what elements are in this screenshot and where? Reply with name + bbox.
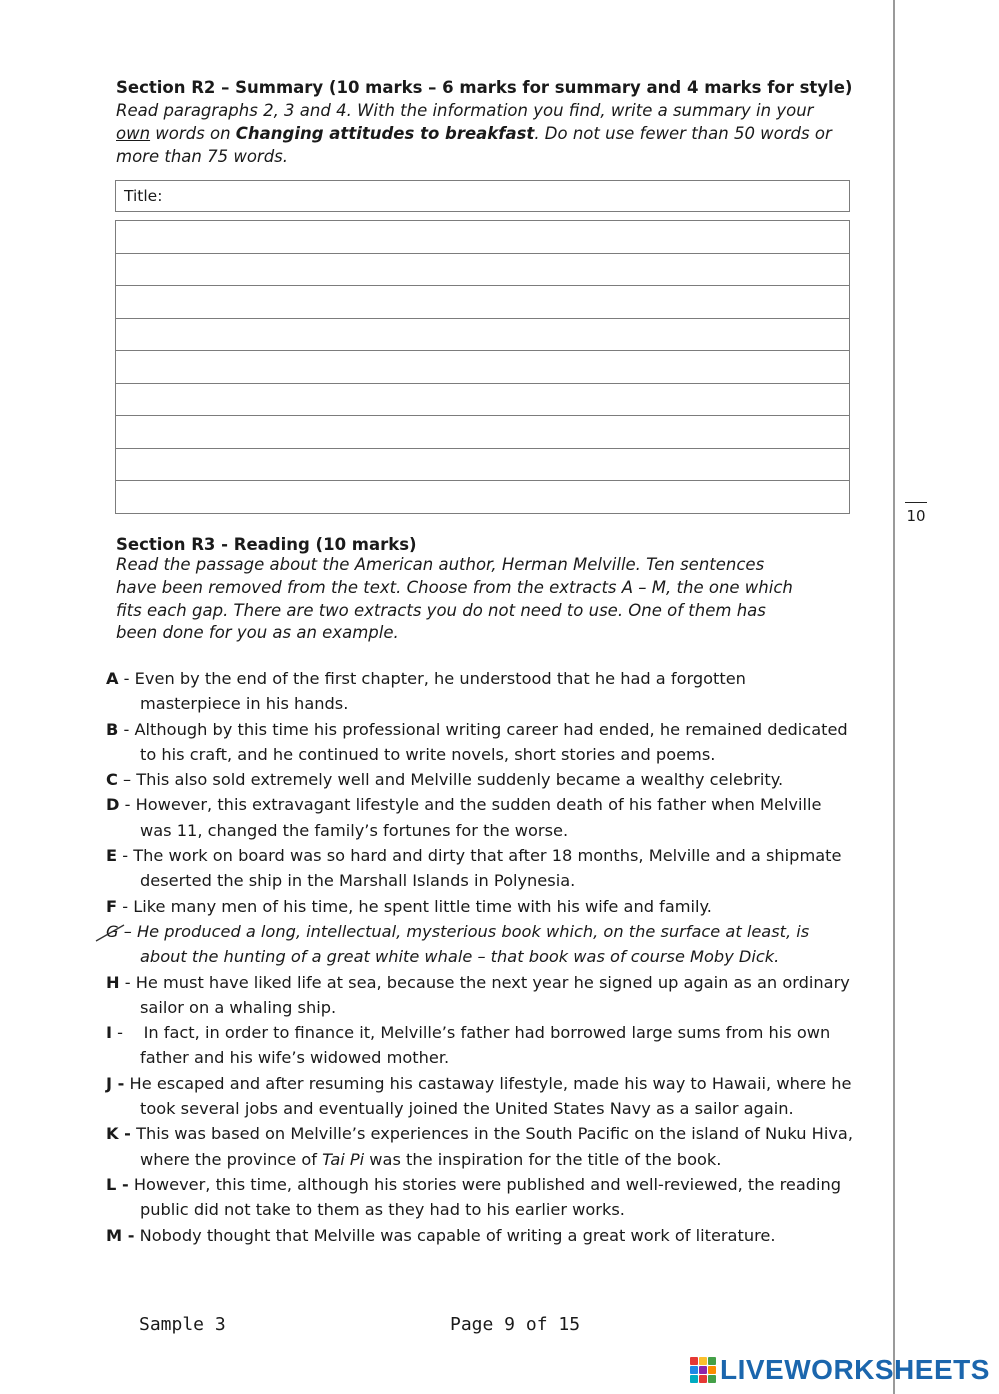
book-title-tai-pi: Tai Pi — [322, 1149, 365, 1169]
title-input-box[interactable] — [115, 180, 850, 212]
footer-page-number: Page 9 of 15 — [450, 1314, 581, 1335]
summary-line[interactable] — [116, 286, 849, 319]
instruction-line: more than 75 words. — [116, 146, 289, 166]
summary-line[interactable] — [116, 254, 849, 287]
extract-j: J - He escaped and after resuming his castaway lifestyle, made his way to Hawaii, where he took several jobs and eventually joined the United States Navy as a sailor again. — [106, 1073, 852, 1119]
summary-line[interactable] — [116, 449, 849, 482]
extract-c: C – This also sold extremely well and Melville suddenly became a wealthy celebrity. — [106, 770, 784, 790]
logo-square — [690, 1366, 698, 1374]
summary-line[interactable] — [116, 351, 849, 384]
logo-square — [690, 1375, 698, 1383]
summary-line[interactable] — [116, 481, 849, 513]
own-underlined: own — [116, 123, 151, 143]
instruction-line: Read paragraphs 2, 3 and 4. With the information you find, write a summary in your — [116, 101, 814, 120]
extract-k: K - This was based on Melville’s experiences in the South Pacific on the island of Nuku Hiva, where the province of Tai Pi was the inspiration for the title of the book. — [106, 1124, 853, 1169]
instruction-line: Read the passage about the American author, Herman Melville. Ten sentences — [116, 555, 765, 574]
score-value: 10 — [906, 507, 926, 525]
logo-square — [699, 1357, 707, 1365]
extract-l: L - However, this time, although his stories were published and well-reviewed, the reading public did not take to them as they had to his earlier works. — [106, 1174, 842, 1220]
logo-square — [699, 1375, 707, 1383]
extract-a: A - Even by the end of the first chapter, he understood that he had a forgotten masterpiece in his hands. — [106, 669, 746, 714]
summary-line[interactable] — [116, 416, 849, 449]
summary-writing-area[interactable] — [115, 220, 850, 514]
extract-i: I - In fact, in order to finance it, Melville’s father had borrowed large sums from his own father and his wife’s widowed mother. — [106, 1023, 831, 1068]
instruction-line: been done for you as an example. — [116, 623, 399, 643]
instruction-line: own words on Changing attitudes to breakfast. Do not use fewer than 50 words or — [116, 123, 832, 143]
logo-square — [690, 1357, 698, 1365]
section-r2-heading: Section R2 – Summary (10 marks – 6 marks for summary and 4 marks for style) — [116, 78, 853, 97]
logo-square — [708, 1375, 716, 1383]
footer-sample-label: Sample 3 — [139, 1314, 226, 1335]
marks-score — [905, 502, 927, 525]
brand-text: LIVEWORKSHEETS — [720, 1354, 990, 1385]
extract-e: E - The work on board was so hard and dirty that after 18 months, Melville and a shipmate deserted the ship in the Marshall Islands in Polynesia. — [106, 846, 842, 891]
instruction-line: have been removed from the text. Choose from the extracts A – M, the one which — [116, 577, 793, 597]
extract-f: F - Like many men of his time, he spent little time with his wife and family. — [106, 896, 712, 916]
title-label: Title: — [124, 187, 163, 205]
logo-square — [708, 1357, 716, 1365]
extract-h: H - He must have liked life at sea, because the next year he signed up again as an ordinary sailor on a whaling ship. — [106, 972, 850, 1017]
example-strike-mark — [94, 923, 128, 943]
section-r3-instructions — [116, 554, 793, 645]
extract-d: D - However, this extravagant lifestyle and the sudden death of his father when Melville was 11, changed the family’s fortunes for the worse. — [106, 795, 822, 840]
summary-line[interactable] — [116, 384, 849, 417]
section-r3-heading: Section R3 - Reading (10 marks) — [116, 535, 417, 554]
summary-line[interactable] — [116, 319, 849, 352]
summary-topic: Changing attitudes to breakfast — [235, 123, 535, 143]
summary-line[interactable] — [116, 221, 849, 254]
extract-b: B - Although by this time his professional writing career had ended, he remained dedicated to his craft, and he continued to write novels, short stories and poems. — [106, 719, 848, 764]
extract-m: M - Nobody thought that Melville was capable of writing a great work of literature. — [106, 1225, 776, 1245]
section-r2-instructions — [116, 100, 832, 168]
liveworksheets-logo — [690, 1354, 990, 1386]
extract-g-example: G – He produced a long, intellectual, mysterious book which, on the surface at least, is about the hunting of a great white whale – that book was of course Moby Dick. — [106, 919, 886, 970]
logo-square — [708, 1366, 716, 1374]
logo-grid-icon — [690, 1357, 716, 1383]
instruction-line: fits each gap. There are two extracts you do not need to use. One of them has — [116, 600, 766, 620]
score-bar — [905, 502, 927, 503]
extracts-list — [106, 666, 886, 1248]
margin-line — [893, 0, 895, 1394]
logo-square — [699, 1366, 707, 1374]
